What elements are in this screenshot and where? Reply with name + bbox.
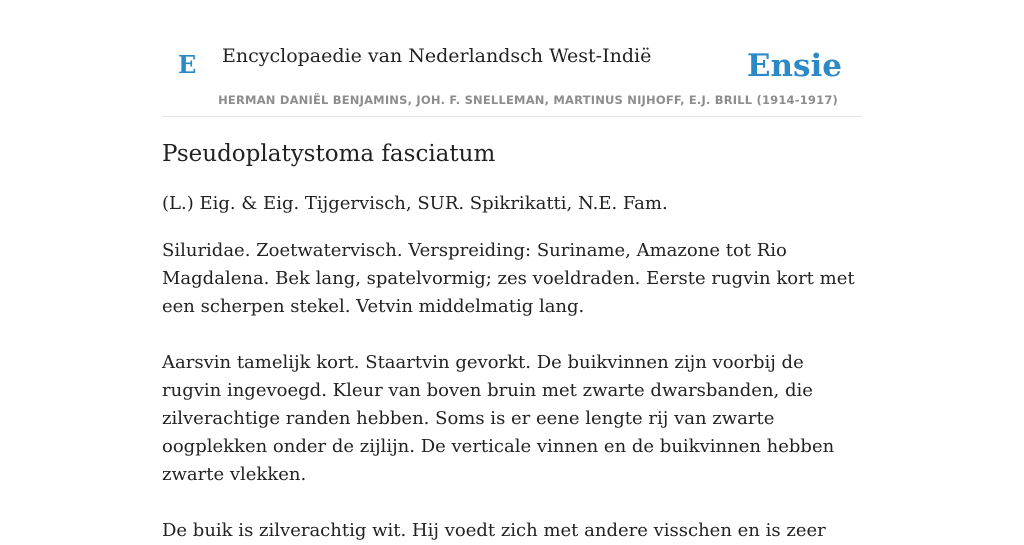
- article-paragraph: Aarsvin tamelijk kort. Staartvin gevorkt. De buikvinnen zijn voorbij de rugvin ingevoegd. Kleur van boven bruin met zwarte dwarsbanden, die zilverachtige randen hebben. Soms is er eene lengte rij van zwarte oogplekken onder de zijlijn. De verticale vinnen en de buikvinnen hebben zwarte vlekken.: [162, 352, 835, 485]
- article-subtitle: (L.) Eig. & Eig. Tijgervisch, SUR. Spikrikatti, N.E. Fam.: [162, 193, 668, 214]
- article-title: Pseudoplatystoma fasciatum: [162, 141, 496, 167]
- book-authors: HERMAN DANIËL BENJAMINS, JOH. F. SNELLEMAN, MARTINUS NIJHOFF, E.J. BRILL (1914-1917): [218, 93, 838, 107]
- article-paragraph: De buik is zilverachtig wit. Hij voedt zich met andere visschen en is zeer: [162, 520, 826, 541]
- ensie-logo-link[interactable]: Ensie: [746, 48, 842, 84]
- site-header: [162, 0, 862, 117]
- book-title-link[interactable]: Encyclopaedie van Nederlandsch West-Indië: [222, 45, 652, 67]
- article-paragraph: Siluridae. Zoetwatervisch. Verspreiding: Suriname, Amazone tot Rio Magdalena. Bek lang, spatelvormig; zes voeldraden. Eerste rugvin kort met een scherpen stekel. Vetvin middelmatig lang.: [162, 240, 855, 317]
- book-logo-icon[interactable]: E: [178, 50, 197, 79]
- article: [162, 138, 862, 545]
